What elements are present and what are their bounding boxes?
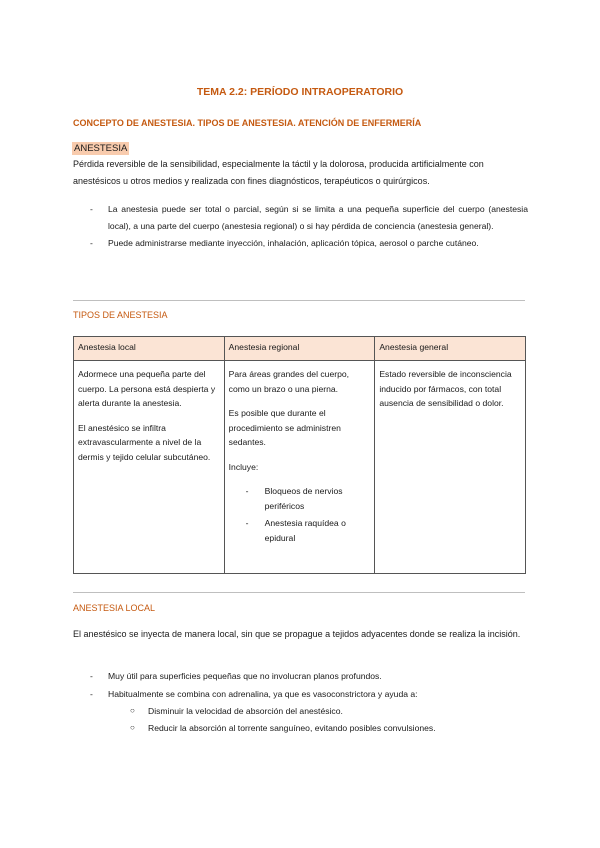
- anestesia-local-heading: ANESTESIA LOCAL: [73, 603, 156, 613]
- table-header-regional: Anestesia regional: [224, 337, 375, 361]
- table-header-general: Anestesia general: [375, 337, 526, 361]
- table-header-local: Anestesia local: [74, 337, 225, 361]
- list-item: - La anestesia puede ser total o parcial, según si se limita a una pequeña superficie del cuerpo (anestesia local), a una parte del cuerpo (anestesia regional) o si hay pérdida de conciencia (anestesia general).: [73, 201, 528, 234]
- cell-text: Incluye:: [228, 461, 259, 472]
- cell-text: Estado reversible de inconsciencia inducido por fármacos, con total ausencia de sensibilidad o dolor.: [379, 369, 512, 408]
- divider: [73, 592, 525, 593]
- cell-text: Adormece una pequeña parte del cuerpo. La persona está despierta y alerta durante la anestesia.: [78, 369, 216, 408]
- local-sub-bullet-list: [73, 703, 533, 736]
- cell-text: Es posible que durante el procedimiento se administren sedantes.: [228, 408, 341, 447]
- cell-text: El anestésico se infiltra extravascularmente a nivel de la dermis y tejido celular subcutáneo.: [78, 422, 211, 462]
- list-item: ○ Disminuir la velocidad de absorción del anestésico.: [73, 703, 533, 720]
- anestesia-definition: Pérdida reversible de la sensibilidad, especialmente la táctil y la dolorosa, producida artificialmente con anestésicos u otros medios y realizada con fines diagnósticos, terapéuticos o quirúrgicos.: [73, 159, 484, 186]
- tipos-heading: TIPOS DE ANESTESIA: [73, 310, 168, 320]
- page-title: TEMA 2.2: PERÍODO INTRAOPERATORIO: [196, 86, 404, 98]
- local-bullet-list: [73, 668, 533, 702]
- table-row: [74, 361, 526, 574]
- cell-general: [375, 361, 526, 574]
- cell-regional: [224, 361, 375, 574]
- anestesia-heading: ANESTESIA: [74, 143, 128, 154]
- divider: [73, 300, 525, 301]
- cell-text: Para áreas grandes del cuerpo, como un brazo o una pierna.: [228, 369, 350, 394]
- cell-local: [74, 361, 225, 574]
- list-item: ○ Reducir la absorción al torrente sanguíneo, evitando posibles convulsiones.: [73, 720, 533, 737]
- anestesia-bullet-list: [73, 201, 528, 253]
- list-item: - Anestesia raquídea o epidural: [229, 516, 371, 545]
- anestesia-local-lists: [73, 668, 533, 736]
- section-subtitle: CONCEPTO DE ANESTESIA. TIPOS DE ANESTESIA. ATENCIÓN DE ENFERMERÍA: [73, 118, 422, 128]
- tipos-anestesia-table: [73, 336, 526, 574]
- list-item: - Puede administrarse mediante inyección, inhalación, aplicación tópica, aerosol o parche cutáneo.: [73, 235, 528, 252]
- list-item: - Muy útil para superficies pequeñas que no involucran planos profundos.: [73, 668, 533, 685]
- list-item: - Bloqueos de nervios periféricos: [229, 484, 371, 513]
- regional-list: [229, 484, 371, 545]
- anestesia-local-definition: El anestésico se inyecta de manera local, sin que se propague a tejidos adyacentes donde se realiza la incisión.: [73, 629, 521, 639]
- list-item: - Habitualmente se combina con adrenalina, ya que es vasoconstrictora y ayuda a:: [73, 686, 533, 703]
